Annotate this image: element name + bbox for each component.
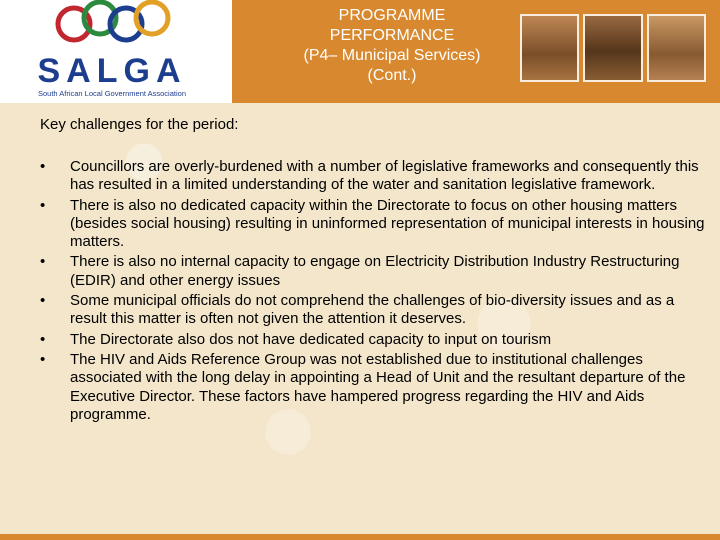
bullet-icon: • <box>40 292 46 310</box>
list-item <box>40 331 710 349</box>
title-line: (P4– Municipal Services) <box>303 47 481 64</box>
salga-logo <box>0 0 232 103</box>
bottom-accent-bar <box>0 534 720 540</box>
bullet-icon: • <box>40 330 46 348</box>
bullet-text: There is also no internal capacity to engage on Electricity Distribution Industry Restructuring (EDIR) and other energy issues <box>70 253 680 289</box>
page-title <box>242 6 542 86</box>
bullet-text: Councillors are overly-burdened with a number of legislative frameworks and consequently this has resulted in a limited understanding of the water and sanitation legislative framework. <box>70 158 699 194</box>
bullet-icon: • <box>40 253 46 271</box>
title-line: (Cont.) <box>367 67 417 84</box>
logo-panel <box>0 0 232 103</box>
bullet-text: The Directorate also dos not have dedicated capacity to input on tourism <box>70 330 552 348</box>
logo-brand-text: SALGA <box>37 52 187 90</box>
bullet-icon: • <box>40 350 46 368</box>
list-item <box>40 292 710 329</box>
list-item <box>40 351 710 424</box>
bullet-icon: • <box>40 158 46 175</box>
logo-tagline-text: South African Local Government Association <box>37 89 187 98</box>
photo-woman-icon <box>583 14 642 82</box>
photo-girl-icon <box>647 14 706 82</box>
title-line: PERFORMANCE <box>329 27 455 44</box>
bullet-text: The HIV and Aids Reference Group was not established due to institutional challenges associated with the long delay in appointing a Head of Unit and the resultant departure of the Executive Director. These factors have hampered progress regarding the HIV and Aids programme. <box>70 350 686 423</box>
challenge-list <box>40 158 710 426</box>
photo-child-icon <box>520 14 579 82</box>
list-item <box>40 197 710 252</box>
list-item <box>40 158 710 195</box>
list-item <box>40 253 710 290</box>
section-heading: Key challenges for the period: <box>40 116 239 133</box>
photo-strip <box>520 14 706 82</box>
bullet-text: There is also no dedicated capacity within the Directorate to focus on other housing matters (besides social housing) resulting in uninformed representation of municipal interests in housing matters. <box>70 196 705 251</box>
bullet-text: Some municipal officials do not comprehend the challenges of bio-diversity issues and as a result this matter is often not given the attention it deserves. <box>70 292 675 328</box>
bullet-icon: • <box>40 196 46 214</box>
title-line: PROGRAMME <box>338 7 446 24</box>
